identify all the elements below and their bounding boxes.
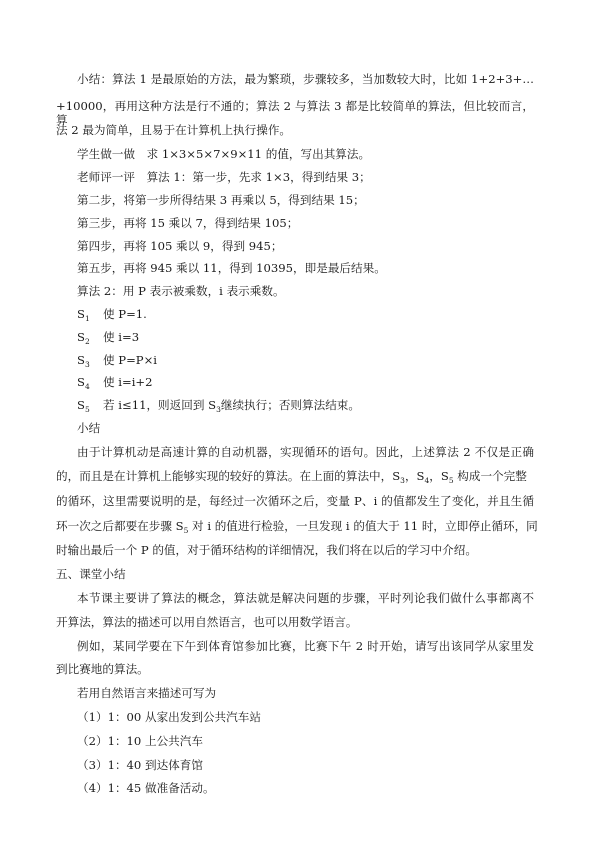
summary2-line-1: 由于计算机动是高速计算的自动机器，实现循环的语句。因此，上述算法 2 不仅是正确 xyxy=(77,445,534,459)
summary2-line-4: 环一次之后都要在步骤 $S_5$ 对 i 的值进行检验，一旦发现 i 的值大于 11 时，立即停止循环，同 xyxy=(56,519,538,535)
step-line: 第二步，将第一步所得结果 3 再乘以 5，得到结果 15； xyxy=(77,193,365,207)
example-line-1: 例如，某同学要在下午到体育馆参加比赛，比赛下午 2 时开始，请写出该同学从家里发 xyxy=(77,639,534,653)
class-summary-line-1: 本节课主要讲了算法的概念，算法就是解决问题的步骤，平时列论我们做什么事都离不 xyxy=(77,591,534,605)
summary1-line-2: +10000，再用这种方法是行不通的；算法 2 与算法 3 都是比较简单的算法，但比较而言，算 xyxy=(56,99,534,127)
algorithm-step-s1: $S_1$ 使 P=1. xyxy=(77,307,147,323)
class-summary-line-2: 开算法，算法的描述可以用自然语言，也可以用数学语言。 xyxy=(56,615,358,629)
summary1-line-1: 小结：算法 1 是最原始的方法，最为繁琐，步骤较多，当加数较大时，比如 1+2+3+… xyxy=(77,72,534,86)
teacher-comment-line: 老师评一评 算法 1：第一步，先求 1×3，得到结果 3； xyxy=(77,170,371,184)
summary2-line-5: 时输出最后一个 P 的值，对于循环结构的详细情况，我们将在以后的学习中介绍。 xyxy=(56,543,477,557)
section-5-heading: 五、课堂小结 xyxy=(56,567,126,581)
natural-language-intro: 若用自然语言来描述可写为 xyxy=(77,686,217,700)
step-line: 第四步，再将 105 乘以 9，得到 945； xyxy=(77,239,283,253)
schedule-item: （3）1：40 到达体育馆 xyxy=(77,758,203,772)
algorithm-step-s4: $S_4$ 使 i=i+2 xyxy=(77,375,153,391)
schedule-item: （1）1：00 从家出发到公共汽车站 xyxy=(77,710,261,724)
summary2-line-2: 的，而且是在计算机上能够实现的较好的算法。在上面的算法中，$S_3$，$S_4$，$S_5$ 构成一个完整 xyxy=(56,469,527,485)
step-line: 第三步，再将 15 乘以 7，得到结果 105； xyxy=(77,216,299,230)
summary1-line-3: 法 2 最为简单，且易于在计算机上执行操作。 xyxy=(56,123,292,137)
schedule-item: （2）1：10 上公共汽车 xyxy=(77,734,203,748)
summary2-line-3: 的循环，这里需要说明的是，每经过一次循环之后，变量 P、i 的值都发生了变化，并且生循 xyxy=(56,494,534,508)
example-line-2: 到比赛地的算法。 xyxy=(56,662,149,676)
step-line: 第五步，再将 945 乘以 11，得到 10395，即是最后结果。 xyxy=(77,261,386,275)
summary2-title: 小结 xyxy=(77,421,101,435)
algorithm2-intro: 算法 2：用 P 表示被乘数，i 表示乘数。 xyxy=(77,284,285,298)
exercise-line: 学生做一做 求 1×3×5×7×9×11 的值，写出其算法。 xyxy=(77,147,371,161)
algorithm-step-s2: $S_2$ 使 i=3 xyxy=(77,330,140,346)
algorithm-step-s3: $S_3$ 使 P=P×i xyxy=(77,353,158,369)
algorithm-step-s5: $S_5$ 若 i≤11，则返回到 $S_3$继续执行；否则算法结束。 xyxy=(77,398,360,414)
schedule-item: （4）1：45 做准备活动。 xyxy=(77,781,215,795)
